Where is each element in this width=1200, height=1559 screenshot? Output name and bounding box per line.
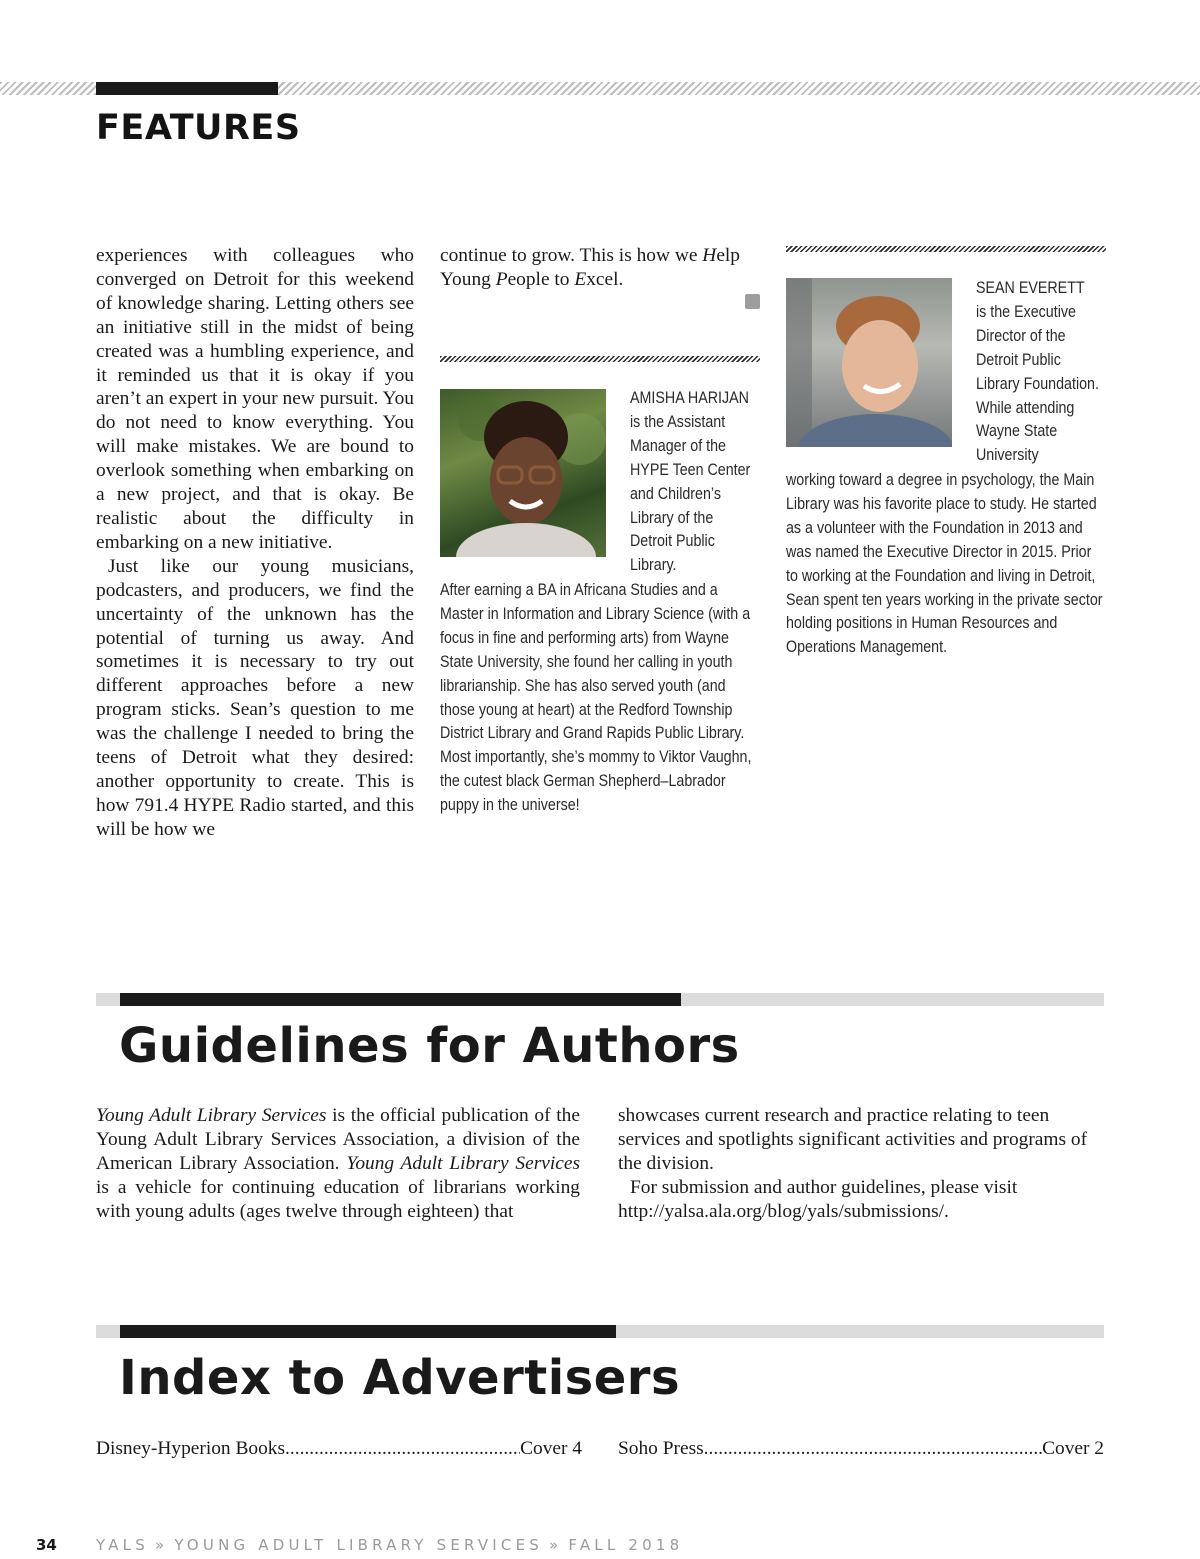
article-paragraph: Just like our young musicians, podcasters, and producers, we find the uncertainty of the unknown has the potential of turning us away. And sometimes it is necessary to try out different approaches before a new program sticks. Sean’s question to me was the challenge I needed to bring the teens of Detroit what they desired: another opportunity to create. This is how 791.4 HYPE Radio started, and this will be how we: [96, 555, 414, 840]
journal-short-name: YALS: [96, 1536, 149, 1554]
acronym-letter: H: [702, 245, 717, 266]
journal-full-name: YOUNG ADULT LIBRARY SERVICES: [174, 1536, 543, 1554]
article-text: elp: [716, 245, 741, 266]
acronym-letter: P: [495, 268, 508, 290]
guidelines-heading: Guidelines for Authors: [119, 1018, 740, 1074]
page-number: 34: [36, 1536, 57, 1554]
issue-label: FALL 2018: [568, 1536, 684, 1554]
guidelines-paragraph: showcases current research and practice relating to teen services and spotlights significant activities and programs of the division.: [618, 1105, 1088, 1174]
bio-divider: [786, 246, 1106, 252]
amisha-bio-rest: After earning a BA in Africana Studies and a Master in Information and Library Science (with a focus in fine and performing arts) from Wayne State University, she found her calling in youth librarianship. She has also served youth (and those young at heart) at the Redford Township District Library and Grand Rapids Public Library. Most importantly, she’s mommy to Viktor Vaughn, the cutest black German Shepherd–Labrador puppy in the universe!: [440, 580, 752, 815]
section-label: FEATURES: [96, 108, 301, 148]
advertiser-entry: [96, 1437, 582, 1461]
amisha-portrait-photo: [440, 389, 606, 557]
guidelines-text: is the official publication of the Young Adult Library Services Association, a division of the American Library Association.: [96, 1105, 580, 1174]
advertiser-name: Soho Press: [618, 1438, 704, 1459]
guidelines-right-column: [618, 1104, 1104, 1224]
guidelines-paragraph: [96, 1104, 580, 1224]
footer-separator: »: [549, 1536, 563, 1554]
journal-title: Young Adult Library Services: [96, 1105, 327, 1126]
article-column-2: [440, 244, 758, 292]
guidelines-text: is a vehicle for continuing education of librarians working with young adults (ages twelve through eighteen) that: [96, 1176, 580, 1222]
bio-intro: is the Assistant Manager of the HYPE Teen Center and Children’s Library of the Detroit Public Library.: [630, 411, 751, 575]
sean-portrait-photo: [786, 278, 952, 447]
advertiser-page: Cover 2: [1042, 1438, 1104, 1459]
leader-dots: [704, 1437, 1042, 1461]
article-text: xcel.: [586, 268, 624, 290]
bio-divider: [440, 356, 760, 362]
journal-title: Young Adult Library Services: [346, 1152, 580, 1174]
bio-intro: is the Executive Director of the Detroit Public Library Foundation. While attending Wayne State University: [976, 301, 1099, 465]
article-text: continue to grow. This is how we: [440, 245, 703, 266]
bio-name: AMISHA HARIJAN: [630, 388, 749, 407]
advertisers-heading: Index to Advertisers: [119, 1350, 681, 1406]
article-text: Young: [440, 268, 496, 290]
sean-bio-intro: [976, 276, 1105, 467]
bio-name: SEAN EVERETT: [976, 278, 1085, 297]
article-text: eople to: [507, 268, 575, 290]
amisha-bio-intro: [630, 386, 759, 577]
article-column-1: [96, 244, 414, 842]
footer-separator: »: [154, 1536, 169, 1554]
sean-bio-rest: working toward a degree in psychology, the Main Library was his favorite place to study. He started as a volunteer with the Foundation in 2013 and was named the Executive Director in 2015. Prior to working at the Foundation and living in Detroit, Sean spent ten years working in the private sector holding positions in Human Resources and Operations Management.: [786, 470, 1103, 657]
advertiser-name: Disney-Hyperion Books: [96, 1438, 286, 1459]
top-black-band: [96, 82, 278, 95]
section-band-black: [120, 993, 681, 1006]
acronym-letter: E: [574, 268, 587, 290]
end-of-article-mark: [745, 294, 760, 309]
leader-dots: [285, 1437, 520, 1461]
article-paragraph: experiences with colleagues who converged on Detroit for this weekend of knowledge sharing. Letting others see an initiative still in the midst of being created was a humbling experience, and it reminded us that it is okay if you aren’t an expert in your new pursuit. You do not need to know everything. You will make mistakes. We are bound to overlook something when embarking on a new project, and that is okay. Be realistic about the difficulty in embarking on a new initiative.: [96, 245, 414, 553]
advertiser-page: Cover 4: [520, 1438, 582, 1459]
section-band-black: [120, 1325, 616, 1338]
advertiser-entry: [618, 1437, 1104, 1461]
guidelines-left-column: [96, 1104, 580, 1224]
guidelines-paragraph: For submission and author guidelines, please visit http://yalsa.ala.org/blog/yals/submissions/.: [618, 1176, 1018, 1222]
article-paragraph: [440, 244, 758, 292]
running-footer: [96, 1536, 683, 1554]
